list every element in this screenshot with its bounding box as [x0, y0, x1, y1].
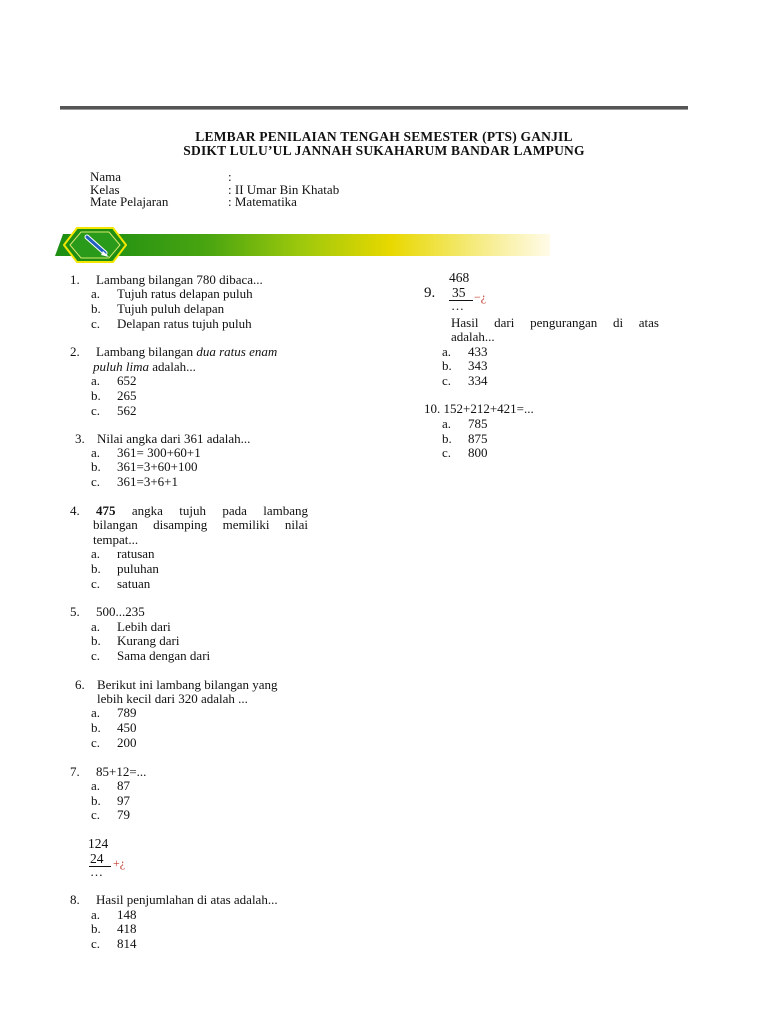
question-4: 4. 475 angka tujuh pada lambang — [70, 503, 308, 518]
q8-option-a: a. 148 — [91, 907, 137, 922]
q2-option-c: c. 562 — [91, 403, 137, 418]
q9-operator: −¿ — [474, 290, 487, 304]
class-label: Kelas — [90, 182, 120, 197]
q8-operator: +¿ — [113, 856, 126, 870]
q5-option-b: b. Kurang dari — [91, 633, 180, 648]
question-9: Hasil dari pengurangan di atas — [451, 315, 659, 330]
question-6: 6. Berikut ini lambang bilangan yang — [75, 677, 278, 692]
question-8: 8. Hasil penjumlahan di atas adalah... — [70, 892, 278, 907]
q10-option-a: a. 785 — [442, 416, 488, 431]
q3-option-b: b. 361=3+60+100 — [91, 459, 198, 474]
sheet-title: LEMBAR PENILAIAN TENGAH SEMESTER (PTS) GANJIL — [195, 129, 573, 144]
question-2-line2: puluh lima adalah... — [93, 359, 196, 374]
q1-option-b: b. Tujuh puluh delapan — [91, 301, 225, 316]
subject-label: Mate Pelajaran — [90, 194, 169, 209]
q1-option-a: a. Tujuh ratus delapan puluh — [91, 286, 253, 301]
question-1: 1. Lambang bilangan 780 dibaca... — [70, 272, 263, 287]
q8-addend-bottom: 24 — [90, 851, 104, 866]
question-4-line3: tempat... — [93, 532, 139, 547]
q8-dots: … — [90, 864, 103, 879]
question-5: 5. 500...235 — [70, 604, 145, 619]
q7-option-c: c. 79 — [91, 807, 130, 822]
q6-option-a: a. 789 — [91, 705, 137, 720]
gradient-bar — [95, 234, 550, 256]
top-rule — [60, 106, 688, 110]
q1-option-c: c. Delapan ratus tujuh puluh — [91, 316, 252, 331]
subject-value: : Matematika — [228, 194, 297, 209]
q4-option-a: a. ratusan — [91, 546, 155, 561]
q5-option-a: a. Lebih dari — [91, 619, 171, 634]
q8-option-c: c. 814 — [91, 936, 137, 951]
q5-option-c: c. Sama dengan dari — [91, 648, 211, 663]
q10-option-c: c. 800 — [442, 445, 488, 460]
question-9-number: 9. — [424, 285, 436, 301]
question-3: 3. Nilai angka dari 361 adalah... — [75, 431, 251, 446]
q9-minuend: 468 — [449, 270, 470, 285]
class-value: : II Umar Bin Khatab — [228, 182, 340, 197]
question-2: 2. Lambang bilangan dua ratus enam — [70, 344, 278, 359]
q9-option-c: c. 334 — [442, 373, 488, 388]
name-label: Nama — [90, 169, 122, 184]
q2-option-b: b. 265 — [91, 388, 137, 403]
question-6-line2: lebih kecil dari 320 adalah ... — [97, 691, 248, 706]
question-9-line2: adalah... — [451, 329, 495, 344]
q2-option-a: a. 652 — [91, 373, 137, 388]
q9-option-b: b. 343 — [442, 358, 488, 373]
q4-option-c: c. satuan — [91, 576, 151, 591]
q7-option-a: a. 87 — [91, 778, 130, 793]
q10-option-b: b. 875 — [442, 431, 488, 446]
q8-option-b: b. 418 — [91, 921, 137, 936]
name-value: : — [228, 169, 232, 184]
q3-option-c: c. 361=3+6+1 — [91, 474, 178, 489]
question-7: 7. 85+12=... — [70, 764, 147, 779]
question-4-line2: bilangan disamping memiliki nilai — [93, 517, 308, 532]
q9-option-a: a. 433 — [442, 344, 488, 359]
q3-option-a: a. 361= 300+60+1 — [91, 445, 201, 460]
decorative-banner — [55, 230, 555, 258]
q9-subtrahend: 35 — [452, 285, 466, 300]
q9-dots: … — [451, 298, 464, 313]
q8-addend-top: 124 — [88, 836, 109, 851]
question-10: 10. 152+212+421=... — [424, 401, 534, 416]
school-name: SDIKT LULU’UL JANNAH SUKAHARUM BANDAR LAMPUNG — [183, 143, 585, 158]
q6-option-b: b. 450 — [91, 720, 137, 735]
q4-option-b: b. puluhan — [91, 561, 159, 576]
q7-option-b: b. 97 — [91, 793, 130, 808]
q6-option-c: c. 200 — [91, 735, 137, 750]
pen-icon — [63, 227, 127, 263]
